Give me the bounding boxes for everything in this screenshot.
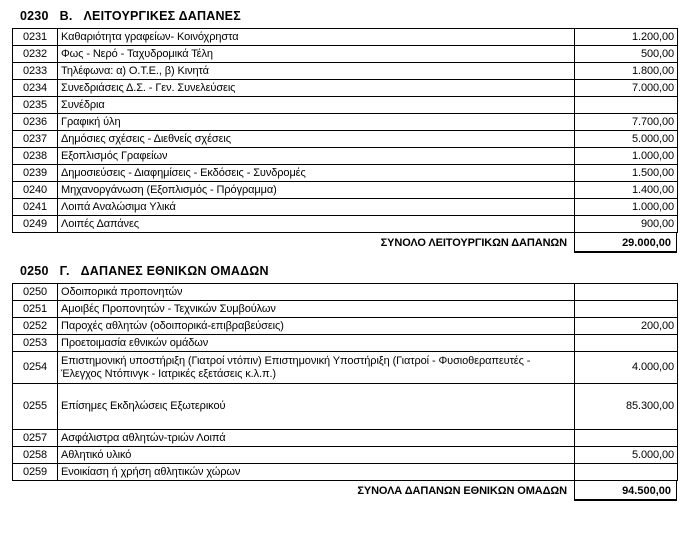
amount-cell: 5.000,00 [575,131,678,148]
table-row [13,216,678,233]
code-cell: 0257 [13,430,58,447]
amount-cell: 5.000,00 [575,447,678,464]
section-code: 0230 [20,9,49,23]
code-cell: 0235 [13,97,58,114]
section-header-operating [12,8,683,24]
amount-cell: 1.000,00 [575,148,678,165]
table-row [13,318,678,335]
code-cell: 0259 [13,464,58,481]
code-cell: 0234 [13,80,58,97]
description-cell: Συνεδριάσεις Δ.Σ. - Γεν. Συνελεύσεις [58,80,575,97]
total-label: ΣΥΝΟΛΑ ΔΑΠΑΝΩΝ ΕΘΝΙΚΩΝ ΟΜΑΔΩΝ [357,485,567,497]
section-index-letter: Γ. [59,264,70,278]
code-cell: 0238 [13,148,58,165]
description-cell: Τηλέφωνα: α) Ο.Τ.Ε., β) Κινητά [58,63,575,80]
description-cell: Φως - Νερό - Ταχυδρομικά Τέλη [58,46,575,63]
description-cell: Λοιπές Δαπάνες [58,216,575,233]
code-cell: 0254 [13,352,58,384]
description-cell: Αθλητικό υλικό [58,447,575,464]
section-title: ΔΑΠΑΝΕΣ ΕΘΝΙΚΩΝ ΟΜΑΔΩΝ [80,264,269,278]
description-cell: Οδοιπορικά προπονητών [58,284,575,301]
code-cell: 0253 [13,335,58,352]
section-title: ΛΕΙΤΟΥΡΓΙΚΕΣ ΔΑΠΑΝΕΣ [83,9,241,23]
amount-cell [575,301,678,318]
amount-cell: 900,00 [575,216,678,233]
table-row [13,430,678,447]
amount-cell [575,464,678,481]
code-cell: 0252 [13,318,58,335]
description-cell: Δημόσιες σχέσεις - Διεθνείς σχέσεις [58,131,575,148]
table-row [13,182,678,199]
code-cell: 0258 [13,447,58,464]
code-cell: 0233 [13,63,58,80]
description-cell: Ενοικίαση ή χρήση αθλητικών χώρων [58,464,575,481]
amount-cell: 500,00 [575,46,678,63]
amount-cell: 7.700,00 [575,114,678,131]
table-row [13,131,678,148]
section-code: 0250 [20,264,49,278]
table-row [13,199,678,216]
total-label: ΣΥΝΟΛΟ ΛΕΙΤΟΥΡΓΙΚΩΝ ΔΑΠΑΝΩΝ [380,237,567,249]
code-cell: 0251 [13,301,58,318]
total-amount: 94.500,00 [574,481,677,501]
table-row [13,447,678,464]
table-row [13,464,678,481]
section-operating-expenses [12,8,683,253]
code-cell: 0231 [13,29,58,46]
table-row [13,165,678,182]
table-row [13,384,678,430]
amount-cell: 7.000,00 [575,80,678,97]
amount-cell [575,430,678,447]
amount-cell: 200,00 [575,318,678,335]
table-row [13,80,678,97]
amount-cell: 1.400,00 [575,182,678,199]
description-cell: Εξοπλισμός Γραφείων [58,148,575,165]
table-row [13,46,678,63]
table-row [13,114,678,131]
code-cell: 0250 [13,284,58,301]
table-row [13,97,678,114]
amount-cell: 85.300,00 [575,384,678,430]
amount-cell [575,97,678,114]
description-cell: Δημοσιεύσεις - Διαφημίσεις - Εκδόσεις - Συνδρομές [58,165,575,182]
section-header-national-teams [12,263,683,279]
code-cell: 0237 [13,131,58,148]
code-cell: 0249 [13,216,58,233]
description-cell: Επιστημονική υποστήριξη (Γιατροί ντόπιν) Επιστημονική Υποστήριξη (Γιατροί - Φυσιοθεραπευτές - Έλεγχος Ντόπινγκ - Ιατρικές εξετάσεις κ.λ.π.) [58,352,575,384]
code-cell: 0236 [13,114,58,131]
code-cell: 0232 [13,46,58,63]
operating-expenses-table [12,28,678,233]
amount-cell: 1.200,00 [575,29,678,46]
description-cell: Καθαριότητα γραφείων- Κοινόχρηστα [58,29,575,46]
code-cell: 0255 [13,384,58,430]
description-cell: Αμοιβές Προπονητών - Τεχνικών Συμβούλων [58,301,575,318]
amount-cell: 1.800,00 [575,63,678,80]
amount-cell: 1.000,00 [575,199,678,216]
description-cell: Επίσημες Εκδηλώσεις Εξωτερικού [58,384,575,430]
code-cell: 0241 [13,199,58,216]
description-cell: Ασφάλιστρα αθλητών-τριών Λοιπά [58,430,575,447]
amount-cell: 4.000,00 [575,352,678,384]
table-row [13,335,678,352]
description-cell: Συνέδρια [58,97,575,114]
total-amount: 29.000,00 [574,233,677,253]
table-row [13,63,678,80]
national-teams-expenses-table [12,283,678,481]
table-row [13,148,678,165]
section-index-letter: Β. [59,9,73,23]
national-teams-expenses-total-row [12,481,677,501]
table-row [13,352,678,384]
operating-expenses-total-row [12,233,677,253]
amount-cell: 1.500,00 [575,165,678,182]
description-cell: Παροχές αθλητών (οδοιπορικά-επιβραβεύσεις) [58,318,575,335]
section-national-teams-expenses [12,263,683,501]
code-cell: 0240 [13,182,58,199]
amount-cell [575,335,678,352]
table-row [13,284,678,301]
description-cell: Λοιπά Αναλώσιμα Υλικά [58,199,575,216]
description-cell: Γραφική ύλη [58,114,575,131]
description-cell: Μηχανοργάνωση (Εξοπλισμός - Πρόγραμμα) [58,182,575,199]
code-cell: 0239 [13,165,58,182]
table-row [13,29,678,46]
amount-cell [575,284,678,301]
description-cell: Προετοιμασία εθνικών ομάδων [58,335,575,352]
table-row [13,301,678,318]
